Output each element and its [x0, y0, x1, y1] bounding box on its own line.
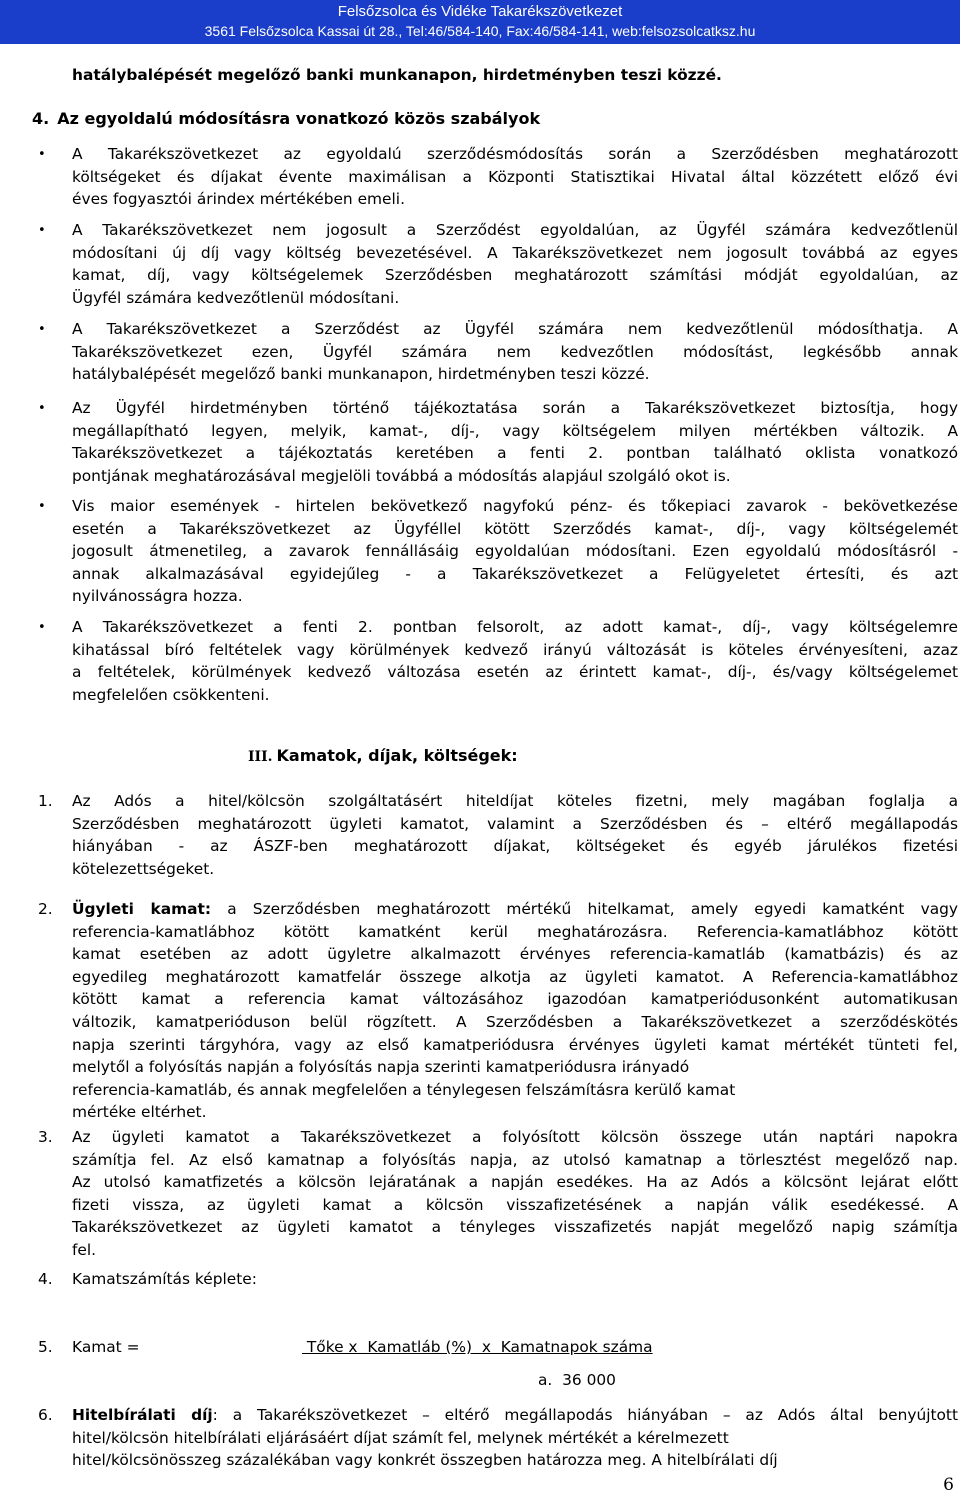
text-line: egyedileg meghatározott kamatfelár összege alkotja az ügyleti kamatot. A Referencia-kamatlábhoz	[72, 967, 958, 986]
formula-label: Kamat =	[72, 1338, 140, 1356]
text-line: kötelezettségeket.	[72, 859, 215, 878]
section-4-number: 4.	[32, 109, 50, 128]
text-line: pontjának meghatározásával megjelöli továbbá a módosítás alapjául szolgáló okot is.	[72, 466, 731, 485]
text-line: Takarékszövetkezet a tájékoztatás keretében a fenti 2. pontban található oklista vonatkozó	[72, 444, 958, 463]
text-line: éves fogyasztói árindex mértékében emeli.	[72, 190, 405, 209]
section-3-heading	[248, 746, 518, 765]
item-6-paragraph	[72, 1404, 958, 1472]
text-line: A Takarékszövetkezet az egyoldalú szerződésmódosítás során a Szerződésben meghatározott	[72, 145, 958, 163]
text-line: napja szerinti tárgyhóra, vagy az első kamatperiódusra érvényes ügyleti kamat mértékét tünteti fel,	[72, 1035, 958, 1054]
item-6-first-rest: : a Takarékszövetkezet – eltérő megállapodás hiányában – az Adós által benyújtott	[212, 1406, 958, 1424]
text-line: kihatással bíró feltételek vagy körülmények kedvező irányú változását is köteles érvényesíteni, azaz	[72, 640, 958, 659]
text-line: Szerződésben meghatározott ügyleti kamatot, valamint a Szerződésben és – eltérő megállapodás	[72, 814, 958, 833]
bullet-icon: •	[38, 499, 46, 514]
text-line: Takarékszövetkezet az ügyleti kamatot a tényleges visszafizetés napját megelőző napig számítja	[72, 1218, 958, 1237]
text-line: költségeket és díjakat évente maximálisan a Központi Statisztikai Hivatal által közzétett előző évi	[72, 167, 958, 186]
text-line: hitel/kölcsönösszeg százalékában vagy konkrét összegben határozza meg. A hitelbírálati díj	[72, 1451, 778, 1470]
text-line: fel.	[72, 1240, 97, 1259]
text-line: Az Adós a hitel/kölcsön szolgáltatásért hiteldíjat köteles fizetni, mely magában foglalja a	[72, 792, 958, 810]
text-line: A Takarékszövetkezet nem jogosult a Szerződést egyoldalúan, az Ügyfél számára kedvezőtlenül	[72, 221, 958, 239]
text-line: jogosult átmenetileg, a zavarok fennállásáig egyoldalúan módosítani. Ezen egyoldalú módosításról -	[72, 542, 958, 561]
item-3-paragraph	[72, 1126, 958, 1262]
continuation-text: hatálybalépését megelőző banki munkanapon, hirdetményben teszi közzé.	[72, 66, 722, 84]
text-line: esetén a Takarékszövetkezet az Ügyféllel kötött Szerződés kamat-, díj-, vagy költségelemét	[72, 519, 958, 538]
text-line: hatálybalépését megelőző banki munkanapon, hirdetményben teszi közzé.	[72, 365, 650, 384]
text-line: Az Ügyfél hirdetményben történő tájékoztatása során a Takarékszövetkezet biztosítja, hogy	[72, 399, 958, 417]
bullet-paragraph-2	[72, 219, 958, 309]
text-line: Kamatszámítás képlete:	[72, 1270, 257, 1288]
item-number: 5.	[38, 1338, 53, 1356]
section-3-title: Kamatok, díjak, költségek:	[276, 746, 518, 765]
item-number: 3.	[38, 1128, 53, 1146]
letterhead-contact-line: 3561 Felsőzsolca Kassai út 28., Tel:46/584-140, Fax:46/584-141, web:felsozsolcatksz.hu	[204, 23, 756, 39]
bullet-paragraph-6	[72, 616, 958, 706]
text-line: kamat, díj, vagy költségelemek Szerződésben meghatározott számítási módját egyoldalúan, az	[72, 266, 958, 285]
bullet-icon: •	[38, 322, 46, 337]
text-line: változik, kamatperióduson belül rögzített. A Szerződésben a Takarékszövetkezet a szerződéskötés	[72, 1012, 958, 1031]
bullet-icon: •	[38, 147, 46, 162]
text-line: Az ügyleti kamatot a Takarékszövetkezet a folyósított kölcsön összege után naptári napokra	[72, 1128, 958, 1146]
letterhead-bar	[0, 0, 960, 44]
bullet-icon: •	[38, 401, 46, 416]
item-4-paragraph	[72, 1268, 958, 1291]
text-line: megállapítható legyen, melyik, kamat-, díj-, vagy költségelem milyen mértékben változik. A	[72, 421, 958, 440]
text-line: nyilvánosságra hozza.	[72, 587, 243, 606]
item-1-paragraph	[72, 790, 958, 880]
text-line: referencia-kamatlábhoz kötött kamatként kerül meghatározásra. Referencia-kamatlábhoz kötött	[72, 922, 958, 941]
formula-numerator: Tőke x Kamatláb (%) x Kamatnapok száma	[302, 1338, 653, 1356]
text-line: A Takarékszövetkezet a fenti 2. pontban felsorolt, az adott kamat-, díj-, vagy költségelemre	[72, 618, 958, 636]
text-line: a feltételek, körülmények kedvező változása esetén az érintett kamat-, díj-, és/vagy költségelemet	[72, 663, 958, 682]
bullet-paragraph-1	[72, 143, 958, 211]
bullet-paragraph-4	[72, 397, 958, 487]
bullet-paragraph-5	[72, 495, 958, 608]
text-line: megfelelően csökkenteni.	[72, 685, 270, 704]
item-number: 1.	[38, 792, 53, 810]
letterhead-org-name: Felsőzsolca és Vidéke Takarékszövetkezet	[337, 3, 623, 20]
text-line-first	[72, 1404, 958, 1427]
text-line-first	[72, 898, 958, 921]
section-4-title: Az egyoldalú módosításra vonatkozó közös szabályok	[57, 109, 541, 128]
item-2-bold-lead: Ügyleti kamat:	[72, 900, 212, 918]
item-2-paragraph	[72, 898, 958, 1124]
formula-denominator: a. 36 000	[538, 1371, 616, 1389]
text-line: Vis maior események - hirtelen bekövetkező nagyfokú pénz- és tőkepiaci zavarok - bekövetkezése	[72, 497, 958, 515]
text-line: számítja fel. Az első kamatnap a folyósítás napja, az utolsó kamatnap a törlesztést megelőző nap.	[72, 1150, 958, 1169]
text-line: Ügyfél számára kedvezőtlenül módosítani.	[72, 288, 400, 307]
text-line: hitel/kölcsön hitelbírálati eljárásáért díjat számít fel, melynek mértékét a kérelmezett	[72, 1428, 729, 1447]
item-number: 6.	[38, 1406, 53, 1424]
text-line: hiányában - az ÁSZF-ben meghatározott díjakat, költségeket és egyéb járulékos fizetési	[72, 837, 958, 856]
text-line: mértéke eltérhet.	[72, 1103, 207, 1122]
text-line: kamat esetében az adott ügyletre alkalmazott érvényes referencia-kamatláb (kamatbázis) és az	[72, 945, 958, 964]
item-2-first-rest: a Szerződésben meghatározott mértékű hitelkamat, amely egyedi kamatként vagy	[211, 900, 959, 918]
text-line: Az utolsó kamatfizetés a kölcsön lejáratának a napján esedékes. Ha az Adós a kölcsönt lejárat előtt	[72, 1173, 958, 1192]
text-line: módosítani új díj vagy költség bevezetésével. A Takarékszövetkezet nem jogosult továbbá az egyes	[72, 243, 958, 262]
bullet-icon: •	[38, 223, 46, 238]
text-line: referencia-kamatláb, és annak megfelelően a ténylegesen felszámításra kerülő kamat	[72, 1080, 736, 1099]
text-line: melytől a folyósítás napján a folyósítás napja szerinti kamatperiódusra irányadó	[72, 1058, 690, 1077]
bullet-icon: •	[38, 620, 46, 635]
item-6-bold-lead: Hitelbírálati díj	[72, 1406, 213, 1424]
section-4-heading	[32, 109, 541, 128]
bullet-paragraph-3	[72, 318, 958, 386]
text-line: Takarékszövetkezet ezen, Ügyfél számára nem kedvezőtlen módosítást, legkésőbb annak	[72, 342, 958, 361]
section-3-roman-numeral: III.	[248, 749, 273, 765]
continuation-line	[72, 64, 958, 87]
text-line: A Takarékszövetkezet a Szerződést az Ügyfél számára nem kedvezőtlenül módosíthatja. A	[72, 320, 958, 338]
page-number: 6	[943, 1475, 954, 1495]
item-number: 4.	[38, 1270, 53, 1288]
text-line: annak alkalmazásával egyidejűleg - a Takarékszövetkezet a Felügyeletet értesíti, és azt	[72, 564, 958, 583]
item-number: 2.	[38, 900, 53, 918]
text-line: kötött kamat a referencia kamat változásához igazodóan kamatperiódusonként automatikusan	[72, 990, 958, 1009]
text-line: fizeti vissza, az ügyleti kamat a kölcsön visszafizetésének a napján válik esedékessé. A	[72, 1195, 958, 1214]
